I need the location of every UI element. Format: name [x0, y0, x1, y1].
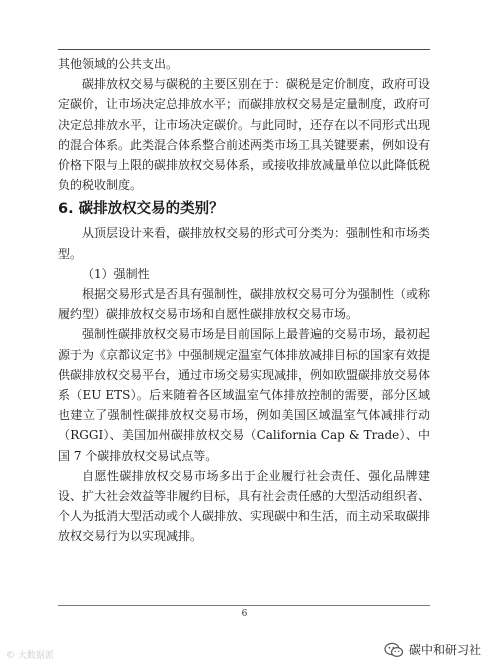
- paragraph-5: 强制性碳排放权交易市场是目前国际上最普遍的交易市场，最初起源于为《京都议定书》中强制规定温室气体排放减排目标的国家有效提供碳排放权交易平台，通过市场交易实现减排，例如欧盟碳排放交易体系（EU ETS）。后来随着各区域温室气体排放控制的需要，部分区域也建立了强制性碳排放权交易市场，例如美国区域温室气体减排行动（RGGI）、美国加州碳排放权交易（California Cap & Trade）、中国 7 个碳排放权交易试点等。: [58, 327, 431, 463]
- bottom-rule: [58, 605, 430, 606]
- wechat-icon: [384, 642, 404, 658]
- top-rule: [58, 49, 430, 50]
- account-badge[interactable]: [384, 641, 481, 658]
- paragraph-1: 其他领域的公共支出。: [58, 57, 179, 71]
- page-number: 6: [241, 609, 248, 619]
- paragraph-2: 碳排放权交易与碳税的主要区别在于：碳税是定价制度，政府可设定碳价，让市场决定总排放水平；而碳排放权交易是定量制度，政府可决定总排放水平，让市场决定碳价。与此同时，还存在以不同形式出现的混合体系。此类混合体系整合前述两类市场工具关键要素，例如设有价格下限与上限的碳排放权交易体系，或接收排放减量单位以此降低税负的税收制度。: [58, 77, 431, 193]
- document-body: [58, 54, 430, 547]
- watermark: © 大数据派: [6, 651, 54, 661]
- section-heading: 6. 碳排放权交易的类别？: [58, 201, 224, 218]
- account-name: 碳中和研习社: [408, 643, 481, 657]
- paragraph-4: 根据交易形式是否具有强制性，碳排放权交易可分为强制性（或称履约型）碳排放权交易市场和自愿性碳排放权交易市场。: [58, 287, 431, 322]
- paragraph-6: 自愿性碳排放权交易市场多出于企业履行社会责任、强化品牌建设、扩大社会效益等非履约目标，具有社会责任感的大型活动组织者、个人为抵消大型活动或个人碳排放、实现碳中和生活，而主动采取碳排放权交易行为以实现减排。: [58, 468, 431, 544]
- paragraph-3: 从顶层设计来看，碳排放权交易的形式可分类为：强制性和市场类型。: [58, 226, 431, 261]
- subheading-mandatory: （1）强制性: [82, 266, 150, 281]
